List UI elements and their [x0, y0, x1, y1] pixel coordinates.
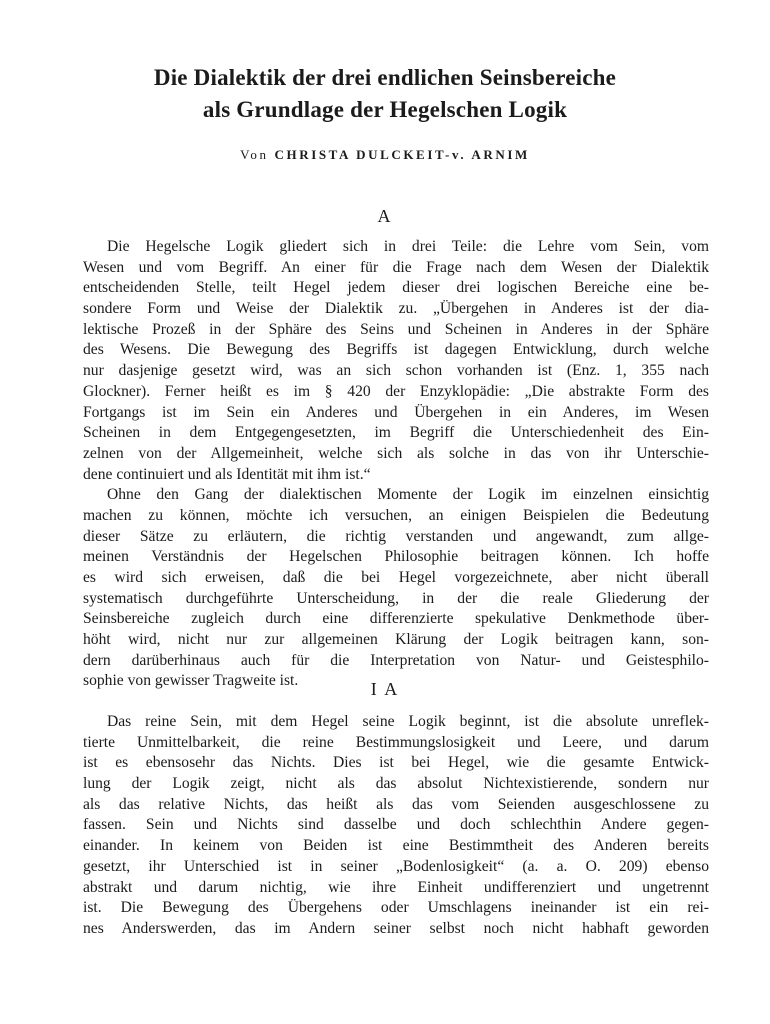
text-line: systematisch durchgeführte Unterscheidung, in der die reale Gliederung der [83, 589, 709, 607]
text-line: Die Hegelsche Logik gliedert sich in drei Teile: die Lehre vom Sein, vom [107, 238, 709, 255]
text-line: dern darüberhinaus auch für die Interpretation von Natur- und Geistesphilo- [83, 651, 709, 669]
text-line: gesetzt, ihr Unterschied ist in seiner „Bodenlosigkeit“ (a. a. O. 209) ebenso [83, 857, 709, 875]
byline [60, 147, 710, 163]
text-line: lung der Logik zeigt, nicht als das absolut Nichtexistierende, sondern nur [83, 775, 709, 793]
text-line: es wird sich erweisen, daß die bei Hegel vorgezeichnete, aber nicht überall [83, 569, 709, 586]
text-line: Wesen und vom Begriff. An einer für die Frage nach dem Wesen der Dialektik [83, 258, 709, 276]
text-line: machen zu können, möchte ich versuchen, an einigen Beispielen die Bedeutung [83, 506, 709, 524]
text-line: Das reine Sein, mit dem Hegel seine Logik beginnt, ist die absolute unreflek- [107, 713, 709, 730]
text-line: ist. Die Bewegung des Übergehens oder Umschlagens ineinander ist ein rei- [83, 899, 709, 917]
article-title-line-2: als Grundlage der Hegelschen Logik [202, 97, 568, 122]
text-line: tierte Unmittelbarkeit, die reine Bestimmungslosigkeit und Leere, und darum [83, 733, 709, 751]
text-line: einander. In keinem von Beiden ist eine Bestimmtheit des Anderen bereits [83, 837, 709, 855]
text-line: Ohne den Gang der dialektischen Momente der Logik im einzelnen einsichtig [107, 486, 709, 504]
text-line: sophie von gewisser Tragweite ist. [83, 672, 299, 690]
article-title-line-1: Die Dialektik der drei endlichen Seinsbereiche [153, 65, 617, 90]
text-line: meinen Verständnis der Hegelschen Philosophie beitragen können. Ich hoffe [83, 548, 709, 566]
byline-prefix: Von [240, 147, 269, 162]
text-line: dene continuiert und als Identität mit ihm ist.“ [83, 465, 371, 483]
text-line: ist es ebensosehr das Nichts. Dies ist bei Hegel, wie die gesamte Entwick- [83, 754, 709, 772]
author-name: CHRISTA DULCKEIT-v. ARNIM [274, 147, 530, 162]
text-line: lektische Prozeß in der Sphäre des Seins und Scheinen in Anderes in der Sphäre [83, 320, 709, 338]
section-heading-ia: I A [370, 679, 400, 699]
text-line: des Wesens. Die Bewegung des Begriffs ist dagegen Entwicklung, durch welche [83, 341, 709, 359]
text-line: Scheinen in dem Entgegengesetzten, im Begriff die Unterschiedenheit des Ein- [83, 424, 709, 442]
text-line: dieser Sätze zu erläutern, die richtig verstanden und angewandt, zum allge- [83, 527, 709, 545]
text-line: zelnen von der Allgemeinheit, welche sich als solche in das von ihr Unterschie- [83, 444, 709, 462]
text-line: als das relative Nichts, das heißt als das vom Seienden ausgeschlossene zu [83, 795, 709, 813]
text-line: Fortgangs ist im Sein ein Anderes und Übergehen in ein Anderes, im Wesen [83, 403, 709, 421]
text-line: entscheidenden Stelle, teilt Hegel jedem dieser drei logischen Bereiche eine be- [83, 279, 709, 297]
text-line: Seinsbereiche zugleich durch eine differenzierte spekulative Denkmethode über- [83, 610, 709, 628]
text-line: Glockner). Ferner heißt es im § 420 der Enzyklopädie: „Die abstrakte Form des [83, 382, 709, 400]
text-line: sondere Form und Weise der Dialektik zu. „Übergehen in Anderes ist der dia- [83, 300, 709, 318]
text-line: höht wird, nicht nur zur allgemeinen Klärung der Logik beitragen kann, son- [83, 631, 709, 649]
text-line: abstrakt und darum nichtig, wie ihre Einheit undifferenziert und ungetrennt [83, 878, 709, 896]
text-line: nes Anderswerden, das im Andern seiner selbst noch nicht habhaft geworden [83, 919, 709, 937]
section-a-body [83, 237, 709, 692]
text-line: fassen. Sein und Nichts sind dasselbe und doch schlechthin Andere gegen- [83, 816, 709, 834]
text-line: nur dasjenige gesetzt wird, was an sich schon vorhanden ist (Enz. 1, 355 nach [83, 362, 709, 380]
section-heading-a: A [377, 206, 393, 226]
section-ia-body [83, 712, 709, 940]
